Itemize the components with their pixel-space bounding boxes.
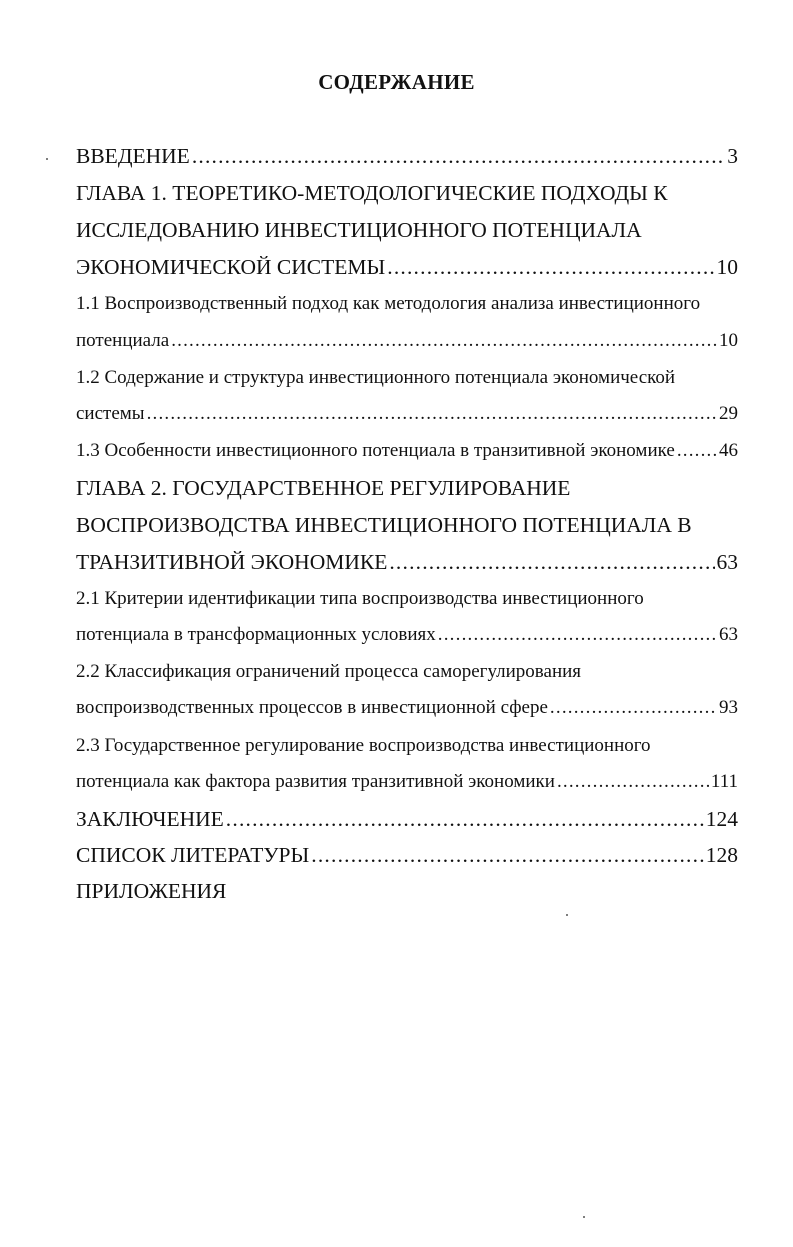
toc-leader-dots — [226, 807, 704, 832]
toc-leader-dots — [171, 330, 717, 352]
toc-entry-text: ВВЕДЕНИЕ — [76, 144, 190, 168]
toc-entry-text: СПИСОК ЛИТЕРАТУРЫ — [76, 843, 310, 867]
toc-chapter-1-line-2 — [76, 218, 738, 243]
toc-leader-dots — [147, 403, 717, 425]
toc-leader-dots — [311, 843, 703, 868]
toc-leader-dots — [389, 550, 714, 575]
toc-entry-text: воспроизводственных процессов в инвестиционной сфере — [76, 697, 548, 718]
toc-entry-text: ЭКОНОМИЧЕСКОЙ СИСТЕМЫ — [76, 255, 386, 279]
toc-entry-text: ТРАНЗИТИВНОЙ ЭКОНОМИКЕ — [76, 550, 388, 574]
toc-leader-dots — [192, 144, 725, 169]
toc-entry-appendices — [76, 879, 738, 904]
toc-chapter-1-line-3 — [76, 255, 738, 280]
toc-page-number: 10 — [719, 330, 738, 351]
toc-leader-dots — [550, 697, 717, 719]
toc-page-number: 3 — [727, 144, 738, 168]
toc-chapter-2-line-1 — [76, 476, 738, 501]
toc-entry-conclusion — [76, 807, 738, 832]
toc-chapter-2-line-3 — [76, 550, 738, 575]
toc-page-number: 46 — [719, 440, 738, 461]
toc-chapter-2-line-2 — [76, 513, 738, 538]
toc-entry-introduction — [76, 144, 738, 169]
toc-page-number: 93 — [719, 697, 738, 718]
toc-entry-text: ГЛАВА 2. ГОСУДАРСТВЕННОЕ РЕГУЛИРОВАНИЕ — [76, 476, 571, 500]
toc-page-number: 63 — [716, 550, 738, 574]
toc-section-2-3-line-2 — [76, 771, 738, 793]
toc-entry-text: ПРИЛОЖЕНИЯ — [76, 879, 227, 903]
toc-section-2-3-line-1 — [76, 735, 738, 757]
scan-speck — [583, 1216, 585, 1218]
toc-section-2-2-line-1 — [76, 661, 738, 683]
toc-entry-text: ИССЛЕДОВАНИЮ ИНВЕСТИЦИОННОГО ПОТЕНЦИАЛА — [76, 218, 642, 242]
toc-section-2-2-line-2 — [76, 697, 738, 719]
toc-leader-dots — [387, 255, 714, 280]
toc-page-number: 29 — [719, 403, 738, 424]
toc-page-number: 63 — [719, 624, 738, 645]
toc-entry-text: ЗАКЛЮЧЕНИЕ — [76, 807, 224, 831]
toc-entry-text: 2.2 Классификация ограничений процесса саморегулирования — [76, 661, 582, 682]
toc-entry-text: 1.2 Содержание и структура инвестиционного потенциала экономической — [76, 367, 676, 388]
scan-speck — [46, 158, 48, 160]
toc-entry-bibliography — [76, 843, 738, 868]
scan-speck — [566, 914, 568, 916]
toc-entry-text: 1.1 Воспроизводственный подход как методология анализа инвестиционного — [76, 293, 701, 314]
toc-section-2-1-line-1 — [76, 588, 738, 610]
toc-entry-text: потенциала в трансформационных условиях — [76, 624, 436, 645]
toc-section-1-1-line-1 — [76, 293, 738, 315]
page-title: СОДЕРЖАНИЕ — [318, 70, 475, 94]
toc-section-1-1-line-2 — [76, 330, 738, 352]
toc-entry-text: 2.1 Критерии идентификации типа воспроизводства инвестиционного — [76, 588, 644, 609]
toc-entry-text: системы — [76, 403, 145, 424]
toc-entry-text: ГЛАВА 1. ТЕОРЕТИКО-МЕТОДОЛОГИЧЕСКИЕ ПОДХОДЫ К — [76, 181, 668, 205]
toc-page-number: 111 — [710, 771, 738, 792]
toc-section-1-3 — [76, 440, 738, 462]
toc-chapter-1-line-1 — [76, 181, 738, 206]
toc-section-2-1-line-2 — [76, 624, 738, 646]
toc-entry-text: потенциала — [76, 330, 170, 351]
toc-leader-dots — [677, 440, 717, 462]
toc-leader-dots — [557, 771, 709, 793]
toc-entry-text: 2.3 Государственное регулирование воспроизводства инвестиционного — [76, 735, 651, 756]
toc-entry-text: потенциала как фактора развития транзитивной экономики — [76, 771, 555, 792]
toc-section-1-2-line-1 — [76, 367, 738, 389]
toc-page-number: 128 — [705, 843, 738, 867]
toc-entry-text: ВОСПРОИЗВОДСТВА ИНВЕСТИЦИОННОГО ПОТЕНЦИАЛА В — [76, 513, 692, 537]
toc-entry-text: 1.3 Особенности инвестиционного потенциала в транзитивной экономике — [76, 440, 675, 461]
toc-page-number: 10 — [716, 255, 738, 279]
toc-page-number: 124 — [705, 807, 738, 831]
toc-leader-dots — [438, 624, 717, 646]
toc-section-1-2-line-2 — [76, 403, 738, 425]
